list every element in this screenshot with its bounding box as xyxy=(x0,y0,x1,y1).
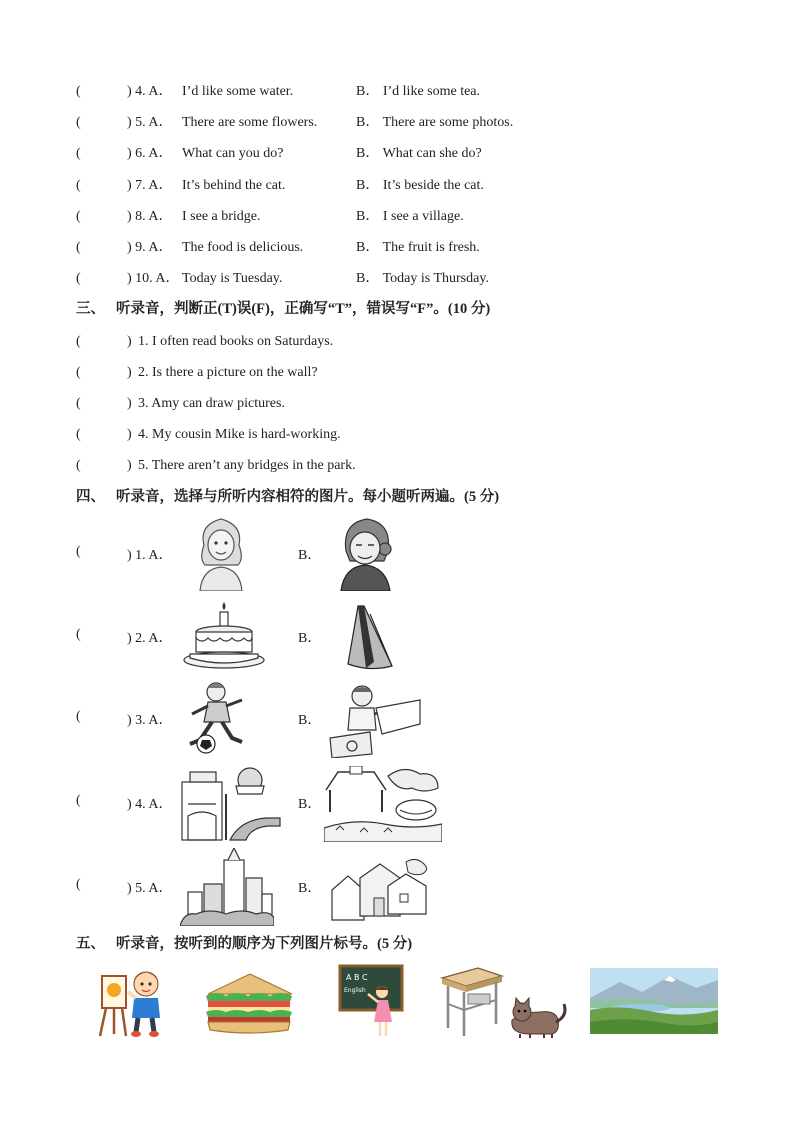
list-item: ( ) 4. A． B． xyxy=(76,764,776,844)
list-item: ( ) 2. A． B． xyxy=(76,598,776,678)
option-b: B． What can she do? xyxy=(356,146,482,161)
blackboard-line-1: A B C xyxy=(346,973,368,982)
teacher-blackboard-icon xyxy=(338,964,404,1038)
option-b: B． I see a village. xyxy=(356,209,464,224)
list-item: ( ) 3. A． B． xyxy=(76,680,776,760)
option-a: There are some flowers. xyxy=(182,115,318,130)
section-3-heading: 三、 听录音，判断正(T)误(F)，正确写“T”，错误写“F”。(10 分) xyxy=(76,301,491,317)
blackboard-line-2: English xyxy=(344,987,366,994)
cat-icon xyxy=(510,994,568,1038)
option-a: I see a bridge. xyxy=(182,209,261,224)
desk-icon xyxy=(438,964,504,1038)
section-4-heading: 四、 听录音，选择与所听内容相符的图片。每小题听两遍。(5 分) xyxy=(76,489,500,505)
boy-drawing-icon xyxy=(326,680,424,758)
sandwich-slice-icon xyxy=(344,602,396,672)
landscape-icon xyxy=(590,968,718,1034)
option-a: I’d like some water. xyxy=(182,84,294,99)
park-icon xyxy=(324,766,442,842)
option-a: Today is Tuesday. xyxy=(182,271,283,286)
city-road-icon xyxy=(180,764,284,842)
option-b: B． There are some photos. xyxy=(356,115,514,130)
girl-icon xyxy=(194,515,249,591)
boy-painting-icon xyxy=(96,964,172,1038)
option-b: B． Today is Thursday. xyxy=(356,271,489,286)
list-item: ( ) 1. A． B． xyxy=(76,515,776,595)
option-b: B． I’d like some tea. xyxy=(356,84,481,99)
option-a: It’s behind the cat. xyxy=(182,178,286,193)
birthday-cake-icon xyxy=(180,598,266,674)
boy-playing-football-icon xyxy=(182,680,250,756)
list-item: ( ) 5. A． B． xyxy=(76,848,776,928)
option-a: What can you do? xyxy=(182,146,284,161)
village-icon xyxy=(330,856,430,922)
city-skyline-icon xyxy=(180,848,274,926)
option-b: B． The fruit is fresh. xyxy=(356,240,480,255)
option-b: B． It’s beside the cat. xyxy=(356,178,484,193)
grandma-icon xyxy=(338,515,396,591)
section-5-heading: 五、 听录音，按听到的顺序为下列图片标号。(5 分) xyxy=(76,936,413,952)
option-a: The food is delicious. xyxy=(182,240,304,255)
sandwich-icon xyxy=(204,970,294,1034)
